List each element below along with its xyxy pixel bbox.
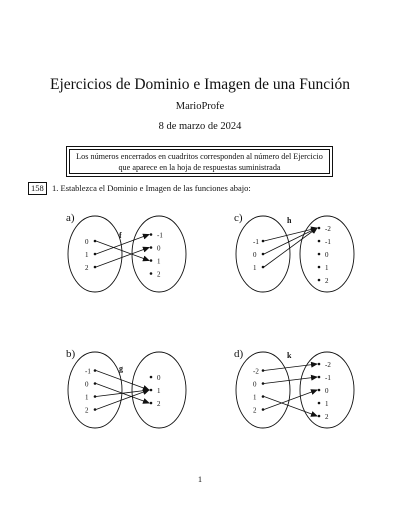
codomain-dot [150, 233, 153, 236]
codomain-value: 1 [325, 400, 329, 408]
mapping-arrow [264, 364, 317, 371]
codomain-dot [318, 376, 321, 379]
codomain-value: 2 [325, 277, 329, 285]
domain-dot [94, 240, 97, 243]
domain-value: 1 [85, 393, 89, 402]
codomain-value: -2 [325, 361, 331, 369]
domain-dot [262, 395, 265, 398]
domain-dot [94, 382, 97, 385]
domain-value: 2 [85, 406, 89, 415]
codomain-dot [150, 272, 153, 275]
domain-value: 1 [85, 251, 89, 259]
codomain-dot [150, 246, 153, 249]
domain-value: 0 [85, 238, 89, 246]
author: MarioProfe [175, 101, 225, 112]
codomain-ellipse [132, 216, 186, 292]
domain-dot [94, 408, 97, 411]
domain-value: 2 [253, 406, 257, 415]
domain-value: 1 [253, 393, 257, 402]
date: 8 de marzo de 2024 [158, 121, 242, 132]
domain-dot [94, 253, 97, 256]
codomain-value: 0 [325, 387, 329, 395]
codomain-value: -2 [325, 225, 331, 233]
codomain-value: -1 [325, 238, 331, 246]
codomain-dot [150, 376, 153, 379]
codomain-value: 2 [157, 270, 161, 279]
mapping-arrow [264, 377, 317, 384]
codomain-value: 0 [157, 374, 161, 382]
mapping-arrow [96, 371, 149, 391]
diagram-label: a) [66, 212, 75, 224]
domain-dot [262, 382, 265, 385]
diagram-d [234, 348, 354, 428]
mapping-arrow [264, 228, 317, 267]
domain-value: 2 [85, 264, 89, 272]
domain-value: 0 [85, 380, 89, 389]
diagram-label: c) [234, 212, 243, 224]
domain-ellipse [236, 352, 290, 428]
domain-value: -1 [85, 367, 91, 376]
codomain-value: 2 [325, 413, 329, 421]
codomain-dot [318, 240, 321, 243]
codomain-dot [318, 363, 321, 366]
codomain-value: -1 [157, 231, 163, 240]
function-name: g [119, 364, 123, 373]
domain-value: -2 [253, 367, 259, 376]
codomain-dot [318, 402, 321, 405]
codomain-value: 0 [325, 251, 329, 259]
mapping-arrow [264, 228, 317, 241]
codomain-dot [318, 389, 321, 392]
diagram-b [66, 348, 186, 428]
page-number: 1 [197, 474, 203, 484]
diagram-c [234, 212, 354, 292]
exercise-statement: 1. Establezca el Dominio e Imagen de las funciones abajo: [52, 183, 251, 193]
domain-dot [262, 408, 265, 411]
codomain-dot [318, 415, 321, 418]
domain-value: 1 [253, 264, 257, 272]
codomain-dot [318, 266, 321, 269]
function-name: h [287, 216, 292, 225]
codomain-value: 1 [157, 387, 161, 395]
domain-dot [94, 369, 97, 372]
codomain-value: 1 [325, 264, 329, 272]
domain-dot [262, 253, 265, 256]
domain-dot [262, 240, 265, 243]
domain-dot [262, 369, 265, 372]
domain-value: 0 [253, 380, 257, 389]
domain-dot [262, 266, 265, 269]
domain-dot [94, 266, 97, 269]
codomain-dot [318, 227, 321, 230]
note-line-1: Los números encerrados en cuadritos corresponden al número del Ejercicio [76, 152, 323, 161]
codomain-value: 2 [157, 400, 161, 408]
domain-dot [94, 395, 97, 398]
function-name: f [119, 231, 122, 240]
codomain-dot [150, 259, 153, 262]
page-title: Ejercicios de Dominio e Imagen de una Función [49, 76, 350, 93]
codomain-value: -1 [325, 374, 331, 382]
codomain-dot [150, 389, 153, 392]
note-line-2: que aparece en la hoja de respuestas suministrada [118, 163, 281, 172]
diagram-label: b) [66, 348, 76, 360]
codomain-value: 1 [157, 257, 161, 266]
codomain-dot [318, 253, 321, 256]
mapping-arrow [264, 228, 317, 254]
exercise-number-box: 158 [28, 182, 47, 195]
domain-value: 0 [253, 251, 257, 259]
domain-value: -1 [253, 238, 259, 246]
diagram-label: d) [234, 348, 244, 360]
function-name: k [287, 351, 292, 360]
codomain-value: 0 [157, 244, 161, 253]
codomain-dot [150, 402, 153, 405]
codomain-dot [318, 279, 321, 282]
diagram-a [66, 212, 186, 292]
